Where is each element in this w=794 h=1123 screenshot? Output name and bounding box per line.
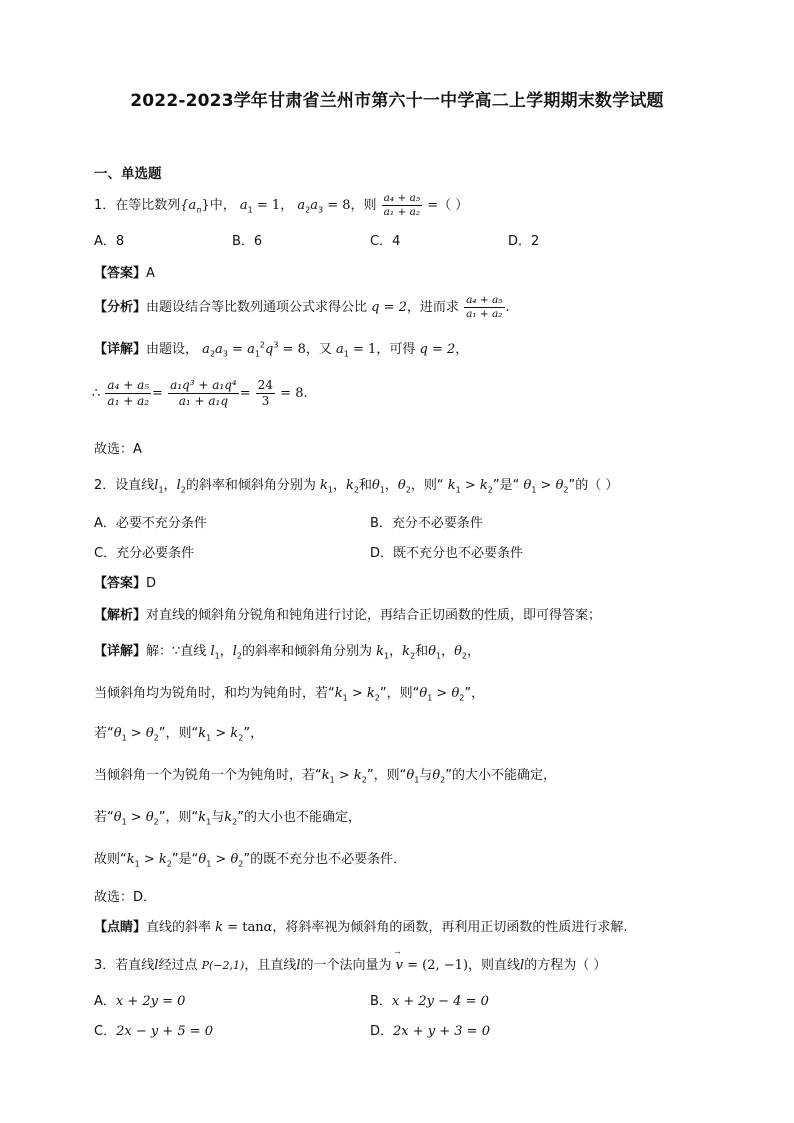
q2-choose: 故选：D． xyxy=(94,890,157,905)
q2-stem: 2．设直线$l_1$，$l_2$的斜率和倾斜角分别为 $k_1$，$k_2$和$\theta_1$，$\theta_2$，则“ $k_1 > k_2$”是“ $\theta_1 > \theta_2$”的（ ） xyxy=(94,478,619,495)
q2-comment: 【点睛】直线的斜率 k = tanα，将斜率视为倾斜角的函数，再利用正切函数的性质进行求解. xyxy=(94,920,628,935)
q2-option-c: C．充分必要条件 xyxy=(94,546,195,561)
q1-stem: 1．在等比数列$\{a_n\}$中， $a_1 = 1$， $a_2a_3 = 8$，则 $\frac{\text{a₄ + a₅}}{\text{a₁ + a₂}}$ =（ ） xyxy=(94,192,469,218)
q1-option-a: A．8 xyxy=(94,234,125,249)
q1-answer: 【答案】A xyxy=(94,266,155,281)
q1-option-b: B．6 xyxy=(232,234,263,249)
q1-option-d: D．2 xyxy=(508,234,540,249)
q1-option-c: C．4 xyxy=(370,234,401,249)
q2-answer: 【答案】D xyxy=(94,576,157,591)
q1-fraction: $\frac{\text{a₄ + a₅}}{\text{a₁ + a₂}}$ xyxy=(383,192,421,218)
q2-line-5: 故则“$k_1 > k_2$”是“$\theta_1 > \theta_2$”的既不充分也不必要条件． xyxy=(94,852,407,869)
q1-analysis: 【分析】由题设结合等比数列通项公式求得公比 q = 2，进而求 $\frac{\text{a₄ + a₅}}{\text{a₁ + a₂}}$ . xyxy=(94,294,510,320)
q2-option-a: A．必要不充分条件 xyxy=(94,516,207,531)
q2-option-d: D．既不充分也不必要条件 xyxy=(370,546,524,561)
q1-detail: 【详解】由题设， $a_2a_3 = a_1^2q^3 = 8$，又 $a_1 = 1$，可得 q = 2， xyxy=(94,340,469,359)
q2-detail: 【详解】解：∵直线 $l_1$，$l_2$的斜率和倾斜角分别为 $k_1$，$k_2$和$\theta_1$，$\theta_2$， xyxy=(94,644,481,661)
q2-line-4: 若“$\theta_1 > \theta_2$”，则“$k_1$与$k_2$”的大小也不能确定， xyxy=(94,810,361,827)
q3-option-a: A．x + 2y = 0 xyxy=(94,994,186,1009)
q3-stem: 3．若直线l经过点 P(−2,1)，且直线l的一个法向量为 → v = (2, −1)，则直线l的方程为（ ） xyxy=(94,954,606,973)
q2-line-3: 当倾斜角一个为锐角一个为钝角时，若“$k_1 > k_2$”，则“$\theta_1$与$\theta_2$”的大小不能确定， xyxy=(94,768,556,785)
section-heading: 一、单选题 xyxy=(94,166,162,182)
document-title: 2022-2023学年甘肃省兰州市第六十一中学高二上学期期末数学试题 xyxy=(130,91,664,111)
q3-option-b: B．x + 2y − 4 = 0 xyxy=(370,994,489,1009)
q1-calculation: ∴ $\frac{\text{a₄ + a₅}}{\text{a₁ + a₂}}$ = $\frac{\text{a₁q³ + a₁q⁴}}{\text{a₁ + a₁q}}$ = $\frac{24}{3}$ = 8. xyxy=(92,378,308,408)
q1-choose: 故选：A xyxy=(94,442,142,457)
q2-line-2: 若“$\theta_1 > \theta_2$”，则“$k_1 > k_2$”， xyxy=(94,726,264,743)
q3-option-d: D．2x + y + 3 = 0 xyxy=(370,1024,490,1039)
q2-analysis: 【解析】对直线的倾斜角分锐角和钝角进行讨论，再结合正切函数的性质，即可得答案； xyxy=(94,608,602,623)
q2-line-1: 当倾斜角均为锐角时，和均为钝角时，若“$k_1 > k_2$”，则“$\theta_1 > \theta_2$”， xyxy=(94,686,485,703)
q3-option-c: C．2x − y + 5 = 0 xyxy=(94,1024,214,1039)
q2-option-b: B．充分不必要条件 xyxy=(370,516,483,531)
